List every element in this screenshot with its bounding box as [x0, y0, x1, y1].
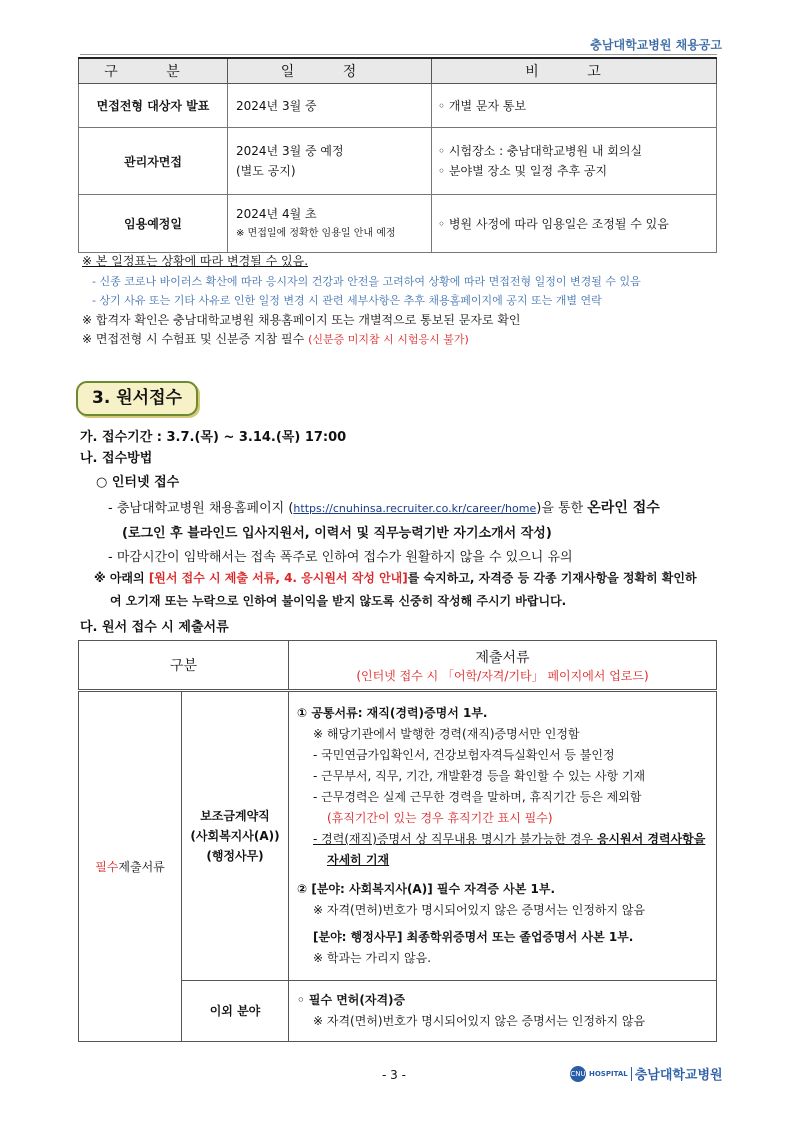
- note-result-check: ※ 합격자 확인은 충남대학교병원 채용홈페이지 또는 개별적으로 통보된 문자로 확인: [82, 312, 521, 327]
- hospital-logo: [570, 1064, 723, 1083]
- logo-name: 충남대학교병원: [634, 1068, 723, 1083]
- schedule-note: ◦ 개별 문자 통보: [432, 84, 717, 128]
- internet-application: ○ 인터넷 접수: [96, 475, 180, 490]
- page-number: - 3 -: [382, 1068, 406, 1082]
- header-divider: [80, 54, 717, 55]
- application-method: 나. 접수방법: [80, 451, 153, 466]
- accuracy-warning-cont: 여 오기재 또는 누락으로 인하여 불이익을 받지 않도록 신중히 작성해 주시기 바랍니다.: [110, 594, 567, 608]
- deadline-warning: - 마감시간이 임박해서는 접속 폭주로 인하여 접수가 원활하지 않을 수 있으니 유의: [108, 550, 573, 565]
- docs-category-required: 필수제출서류: [79, 691, 182, 1042]
- schedule-col-date: 일 정: [228, 58, 432, 84]
- docs-col-category: 구분: [79, 641, 289, 691]
- logo-separator: [631, 1067, 632, 1081]
- schedule-note: ◦ 병원 사정에 따라 임용일은 조정될 수 있음: [432, 195, 717, 253]
- schedule-date: 2024년 3월 중 예정 (별도 공지): [228, 128, 432, 195]
- schedule-table: [78, 57, 717, 253]
- schedule-label: 면접전형 대상자 발표: [79, 84, 228, 128]
- schedule-row: [79, 128, 717, 195]
- schedule-label: 관리자면접: [79, 128, 228, 195]
- note-covid: - 신종 코로나 바이러스 확산에 따라 응시자의 건강과 안전을 고려하여 상황에 따라 면접전형 일정이 변경될 수 있음: [92, 274, 641, 288]
- schedule-row: [79, 84, 717, 128]
- docs-sub-contract: 보조금계약직 (사회복지사(A)) (행정사무): [182, 691, 289, 981]
- logo-sub: HOSPITAL: [589, 1069, 628, 1078]
- homepage-line: - 충남대학교병원 채용홈페이지 (https://cnuhinsa.recruiter.co.kr/career/home)을 통한 온라인 접수: [108, 500, 660, 516]
- login-instruction: (로그인 후 블라인드 입사지원서, 이력서 및 직무능력기반 자기소개서 작성): [122, 526, 552, 541]
- note-contact: - 상기 사유 또는 기타 사유로 인한 일정 변경 시 관련 세부사항은 추후 채용홈페이지에 공지 또는 개별 연락: [92, 294, 602, 307]
- schedule-label: 임용예정일: [79, 195, 228, 253]
- docs-sub-other: 이외 분야: [182, 981, 289, 1042]
- schedule-date: 2024년 3월 중: [228, 84, 432, 128]
- section-title: 3. 원서접수: [76, 381, 198, 416]
- recruit-homepage-link[interactable]: https://cnuhinsa.recruiter.co.kr/career/home: [293, 502, 537, 515]
- schedule-date: 2024년 4월 초 ※ 면접일에 정확한 임용일 안내 예정: [228, 195, 432, 253]
- header-title: 충남대학교병원 채용공고: [590, 38, 722, 52]
- schedule-col-note: 비 고: [432, 58, 717, 84]
- docs-heading: 다. 원서 접수 시 제출서류: [80, 620, 229, 635]
- note-id-required: ※ 면접전형 시 수험표 및 신분증 지참 필수 (신분증 미지참 시 시험응시 불가): [82, 332, 469, 346]
- schedule-note: ◦ 시험장소 : 충남대학교병원 내 회의실 ◦ 분야별 장소 및 일정 추후 공지: [432, 128, 717, 195]
- schedule-row: [79, 195, 717, 253]
- accuracy-warning: ※ 아래의 [원서 접수 시 제출 서류, 4. 응시원서 작성 안내]를 숙지하고, 자격증 등 각종 기재사항을 정확히 확인하: [94, 571, 697, 585]
- application-period: 가. 접수기간 : 3.7.(목) ~ 3.14.(목) 17:00: [80, 430, 347, 445]
- schedule-col-category: 구 분: [79, 58, 228, 84]
- docs-content-other: ◦ 필수 면허(자격)증 ※ 자격(면허)번호가 명시되어있지 않은 증명서는 인정하지 않음: [289, 981, 717, 1042]
- logo-circle-icon: CNU: [570, 1066, 586, 1082]
- docs-col-documents: 제출서류 (인터넷 접수 시 「어학/자격/기타」 페이지에서 업로드): [289, 641, 717, 691]
- note-schedule-change: ※ 본 일정표는 상황에 따라 변경될 수 있음.: [82, 254, 309, 268]
- docs-table: [78, 640, 717, 1042]
- schedule-notes: [82, 252, 722, 350]
- docs-content-contract: ① 공통서류: 재직(경력)증명서 1부. ※ 해당기관에서 발행한 경력(재직)증명서만 인정함 - 국민연금가입확인서, 건강보험자격득실확인서 등 불인정 - 근무부서, 직무, 기간, 개발환경 등을 확인할 수 있는 사항 기재 - 근무경력은 실제 근무한 경력을 말하며, 휴직기간 등은 제외함 (휴직기간이 있는 경우 휴직기간 표시 필수) - 경력(재직)증명서 상 직무내용 명시가 불가능한 경우 응시원서 경력사항을 자세히 기재 ② [분야: 사회복지사(A)] 필수 자격증 사본 1부. ※ 자격(면허)번호가 명시되어있지 않은 증명서는 인정하지 않음 [분야: 행정사무] 최종학위증명서 또는 졸업증명서 사본 1부. ※ 학과는 가리지 않음.: [289, 691, 717, 981]
